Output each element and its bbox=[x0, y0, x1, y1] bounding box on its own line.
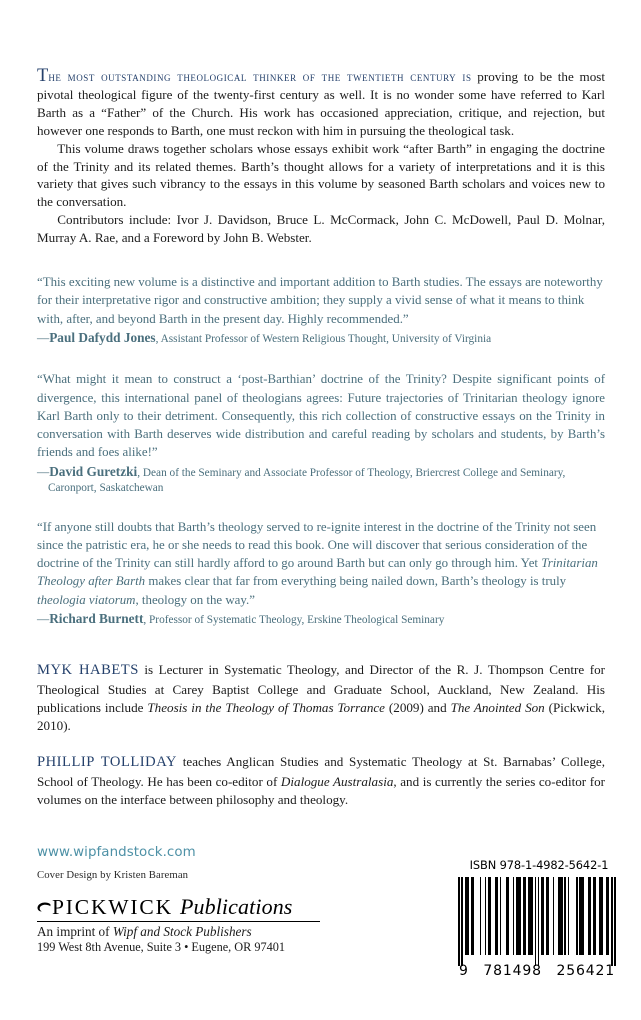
bio-text-part-2: (2009) and bbox=[385, 699, 451, 715]
attribution-dash: — bbox=[37, 612, 50, 627]
quote-text-part-1: “If anyone still doubts that Barth’s theology served to re-ignite interest in the doctrine of the Trinity not seen since the patristic era, he or she needs to read this book. One will discover that serious consideration of the doctrine of the Trinity can still hardly afford to go around Barth but can only go through him. Yet bbox=[37, 519, 597, 571]
endorsement-quote: “What might it mean to construct a ‘post-Barthian’ doctrine of the Trinity? Despite significant points of divergence, this international panel of theologians agrees: Future trajectories of Trinitarian theology ignore Karl Barth only to their detriment. Consequently, this rich collection of constructive essays on the Trinity in conversation with Barth deserves wide distribution and careful reading by scholars and students, by Barth’s friends and foes alike!” bbox=[37, 372, 605, 460]
description-paragraph-1-rest: proving to be the most pivotal theological figure of the twenty-first century as well. It is no wonder some have referred to Karl Barth as a “Father” of the Church. His work has occasioned appreciation, critique, and rejection, but however one responds to Barth, one must reckon with him in pursuing the theological task. bbox=[37, 69, 605, 138]
quote-text-part-3: , theology on the way.” bbox=[135, 592, 255, 607]
quote-italic-title: Trinitarian Theology after Barth bbox=[37, 556, 598, 589]
barcode-digit-group-2: 256421 bbox=[556, 963, 615, 979]
isbn-label: ISBN 978-1-4982-5642-1 bbox=[469, 858, 609, 872]
endorser-role-continued: Caronport, Saskatchewan bbox=[48, 482, 164, 495]
barcode-digits bbox=[458, 963, 616, 979]
endorser-role: , Professor of Systematic Theology, Erskine Theological Seminary bbox=[143, 614, 445, 627]
lead-smallcaps-rest: he most outstanding theological thinker of the twentieth century is bbox=[48, 70, 472, 84]
endorsement-3 bbox=[37, 518, 605, 629]
imprint-line bbox=[37, 924, 322, 940]
cover-content bbox=[37, 68, 605, 809]
endorsement-2 bbox=[37, 370, 605, 496]
barcode-bars bbox=[458, 877, 616, 966]
description-paragraph-3: Contributors include: Ivor J. Davidson, Bruce L. McCormack, John C. McDowell, Paul D. Molnar, Murray A. Rae, and a Foreword by John B. Webster. bbox=[37, 212, 605, 246]
endorsements-section bbox=[37, 273, 605, 629]
description-paragraph-1 bbox=[37, 68, 605, 140]
bio-text-part-3: (Pickwick, 2010). bbox=[37, 699, 605, 734]
logo-divider bbox=[37, 921, 320, 922]
barcode bbox=[458, 877, 616, 985]
barcode-digit-left: 9 bbox=[459, 963, 469, 979]
endorser-role: , Dean of the Seminary and Associate Professor of Theology, Briercrest College and Seminary, bbox=[137, 466, 566, 479]
endorser-name: Paul Dafydd Jones bbox=[49, 329, 156, 345]
endorsement-quote bbox=[37, 518, 605, 610]
imprint-parent-name: Wipf and Stock Publishers bbox=[112, 924, 252, 939]
imprint-prefix: An imprint of bbox=[37, 924, 113, 939]
bio-text-part-1: teaches Anglican Studies and Systematic Theology at St. Barnabas’ College, School of Theology. He has been co-editor of bbox=[37, 754, 605, 789]
description-paragraph-2: This volume draws together scholars whose essays exhibit work “after Barth” in engaging the doctrine of the Trinity and its related themes. Barth’s thought allows for a variety of interpretations and it is this variety that gives such vibrancy to the essays in this volume by seasoned Barth scholars and voices new to the conversation. bbox=[37, 140, 605, 210]
publisher-logo-block bbox=[37, 894, 322, 955]
book-description bbox=[37, 68, 605, 247]
quote-italic-phrase: theologia viatorum bbox=[37, 592, 136, 607]
bio-text-part-2: , and is currently the series co-editor for volumes on the interface between philosophy and theology. bbox=[37, 773, 605, 807]
editor-bio-tolliday bbox=[37, 752, 605, 809]
publisher-logo bbox=[37, 894, 322, 920]
spacer bbox=[37, 497, 605, 518]
publisher-address: 199 West 8th Avenue, Suite 3 • Eugene, OR 97401 bbox=[37, 940, 285, 955]
lead-smallcaps-line bbox=[37, 66, 472, 86]
endorser-role: , Assistant Professor of Western Religious Thought, University of Virginia bbox=[155, 332, 492, 345]
publisher-suffix: Publications bbox=[179, 894, 293, 919]
spacer bbox=[37, 347, 605, 370]
attribution-dash: — bbox=[37, 330, 50, 345]
endorser-name: Richard Burnett bbox=[49, 611, 144, 627]
editor-bio-habets bbox=[37, 660, 605, 735]
bio-italic-title-2: The Anointed Son bbox=[450, 699, 545, 715]
editor-name: MYK HABETS bbox=[37, 662, 139, 679]
cover-design-credit: Cover Design by Kristen Bareman bbox=[37, 869, 189, 881]
bio-italic-title-1: Dialogue Australasia bbox=[280, 773, 394, 789]
leaf-icon bbox=[37, 893, 51, 904]
drop-cap: T bbox=[37, 66, 49, 86]
endorsement-attribution bbox=[37, 610, 605, 628]
quote-text-part-2: makes clear that far from everything being nailed down, Barth’s theology is truly bbox=[145, 574, 567, 589]
endorsement-quote: “This exciting new volume is a distinctive and important addition to Barth studies. The essays are noteworthy for their interpretative rigor and constructive ambition; they supply a vivid sense of what it means to think with, after, and beyond Barth in the present day. Highly recommended.” bbox=[37, 274, 603, 326]
editor-bios-section bbox=[37, 660, 605, 809]
isbn-barcode-area bbox=[458, 858, 620, 985]
endorsement-attribution bbox=[37, 329, 605, 347]
publisher-website-link[interactable]: www.wipfandstock.com bbox=[37, 845, 196, 860]
publisher-name: PICKWICK bbox=[52, 895, 173, 919]
publisher-footer bbox=[37, 845, 437, 955]
barcode-digit-group-1: 781498 bbox=[483, 963, 542, 979]
bio-text-part-1: is Lecturer in Systematic Theology, and Director of the R. J. Thompson Centre for Theological Studies at Carey Baptist College and Graduate School, Auckland, New Zealand. His publications include bbox=[37, 662, 605, 715]
editor-name: PHILLIP TOLLIDAY bbox=[37, 754, 177, 771]
bio-italic-title-1: Theosis in the Theology of Thomas Torrance bbox=[147, 699, 385, 715]
attribution-dash: — bbox=[37, 464, 50, 479]
endorsement-attribution bbox=[37, 463, 605, 497]
endorser-name: David Guretzki bbox=[49, 463, 138, 479]
endorsement-1 bbox=[37, 273, 605, 347]
